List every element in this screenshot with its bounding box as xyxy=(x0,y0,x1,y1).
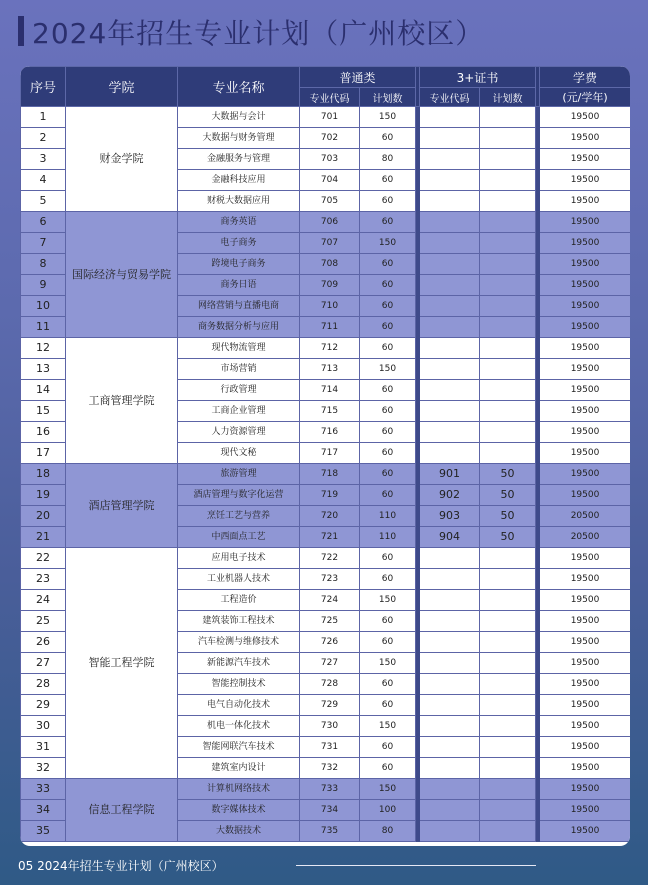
cert-plan xyxy=(480,548,536,569)
cert-plan: 50 xyxy=(480,527,536,548)
row-number: 15 xyxy=(21,401,66,422)
major-name: 行政管理 xyxy=(178,380,300,401)
major-name: 电气自动化技术 xyxy=(178,695,300,716)
cert-code xyxy=(420,737,480,758)
cert-plan xyxy=(480,821,536,842)
row-number: 12 xyxy=(21,338,66,359)
cert-plan xyxy=(480,275,536,296)
table-row xyxy=(21,107,631,128)
tuition-fee: 19500 xyxy=(540,296,630,317)
tuition-fee: 19500 xyxy=(540,674,630,695)
tuition-fee: 19500 xyxy=(540,107,630,128)
header-major: 专业名称 xyxy=(178,67,300,107)
row-number: 33 xyxy=(21,779,66,800)
cert-plan xyxy=(480,149,536,170)
cert-code xyxy=(420,548,480,569)
major-code: 716 xyxy=(300,422,360,443)
major-code: 731 xyxy=(300,737,360,758)
plan-count: 110 xyxy=(360,506,416,527)
cert-plan xyxy=(480,359,536,380)
header-code: 专业代码 xyxy=(300,88,360,107)
plan-count: 150 xyxy=(360,716,416,737)
enrollment-table xyxy=(20,66,630,842)
enrollment-table-container xyxy=(20,66,630,846)
plan-count: 80 xyxy=(360,821,416,842)
major-code: 714 xyxy=(300,380,360,401)
cert-plan xyxy=(480,758,536,779)
major-code: 702 xyxy=(300,128,360,149)
major-code: 701 xyxy=(300,107,360,128)
row-number: 32 xyxy=(21,758,66,779)
header-seq: 序号 xyxy=(21,67,66,107)
plan-count: 60 xyxy=(360,674,416,695)
cert-code xyxy=(420,821,480,842)
tuition-fee: 19500 xyxy=(540,716,630,737)
plan-count: 60 xyxy=(360,485,416,506)
plan-count: 60 xyxy=(360,737,416,758)
major-name: 工商企业管理 xyxy=(178,401,300,422)
major-name: 跨境电子商务 xyxy=(178,254,300,275)
plan-count: 150 xyxy=(360,107,416,128)
cert-plan xyxy=(480,380,536,401)
row-number: 5 xyxy=(21,191,66,212)
tuition-fee: 19500 xyxy=(540,359,630,380)
major-code: 721 xyxy=(300,527,360,548)
row-number: 35 xyxy=(21,821,66,842)
row-number: 10 xyxy=(21,296,66,317)
cert-plan xyxy=(480,170,536,191)
plan-count: 60 xyxy=(360,254,416,275)
tuition-fee: 19500 xyxy=(540,800,630,821)
cert-code xyxy=(420,107,480,128)
page-title: 2024年招生专业计划（广州校区） xyxy=(32,17,485,50)
cert-plan xyxy=(480,674,536,695)
major-name: 大数据技术 xyxy=(178,821,300,842)
row-number: 4 xyxy=(21,170,66,191)
college-name: 智能工程学院 xyxy=(66,548,178,779)
major-name: 工程造价 xyxy=(178,590,300,611)
tuition-fee: 19500 xyxy=(540,779,630,800)
plan-count: 110 xyxy=(360,527,416,548)
major-name: 数字媒体技术 xyxy=(178,800,300,821)
cert-code xyxy=(420,191,480,212)
major-name: 计算机网络技术 xyxy=(178,779,300,800)
major-name: 现代文秘 xyxy=(178,443,300,464)
row-number: 23 xyxy=(21,569,66,590)
plan-count: 150 xyxy=(360,590,416,611)
row-number: 17 xyxy=(21,443,66,464)
cert-plan xyxy=(480,800,536,821)
plan-count: 60 xyxy=(360,296,416,317)
plan-count: 60 xyxy=(360,611,416,632)
cert-plan xyxy=(480,317,536,338)
college-name: 国际经济与贸易学院 xyxy=(66,212,178,338)
plan-count: 60 xyxy=(360,191,416,212)
major-name: 金融科技应用 xyxy=(178,170,300,191)
cert-code xyxy=(420,233,480,254)
plan-count: 60 xyxy=(360,548,416,569)
table-row xyxy=(21,464,631,485)
cert-code xyxy=(420,275,480,296)
row-number: 31 xyxy=(21,737,66,758)
row-number: 7 xyxy=(21,233,66,254)
tuition-fee: 19500 xyxy=(540,569,630,590)
major-name: 工业机器人技术 xyxy=(178,569,300,590)
major-code: 725 xyxy=(300,611,360,632)
major-name: 商务数据分析与应用 xyxy=(178,317,300,338)
major-code: 712 xyxy=(300,338,360,359)
header-general: 普通类 xyxy=(300,67,416,88)
plan-count: 150 xyxy=(360,779,416,800)
plan-count: 60 xyxy=(360,170,416,191)
cert-code xyxy=(420,359,480,380)
major-code: 726 xyxy=(300,632,360,653)
plan-count: 60 xyxy=(360,569,416,590)
cert-code xyxy=(420,632,480,653)
row-number: 29 xyxy=(21,695,66,716)
cert-plan xyxy=(480,632,536,653)
table-row xyxy=(21,548,631,569)
major-code: 723 xyxy=(300,569,360,590)
major-name: 旅游管理 xyxy=(178,464,300,485)
tuition-fee: 19500 xyxy=(540,821,630,842)
plan-count: 60 xyxy=(360,275,416,296)
plan-count: 60 xyxy=(360,464,416,485)
plan-count: 60 xyxy=(360,422,416,443)
cert-code xyxy=(420,611,480,632)
tuition-fee: 19500 xyxy=(540,170,630,191)
major-code: 715 xyxy=(300,401,360,422)
cert-plan: 50 xyxy=(480,506,536,527)
row-number: 3 xyxy=(21,149,66,170)
cert-plan xyxy=(480,212,536,233)
tuition-fee: 19500 xyxy=(540,191,630,212)
cert-code xyxy=(420,569,480,590)
cert-code xyxy=(420,800,480,821)
row-number: 30 xyxy=(21,716,66,737)
cert-code: 901 xyxy=(420,464,480,485)
college-name: 财金学院 xyxy=(66,107,178,212)
row-number: 16 xyxy=(21,422,66,443)
tuition-fee: 19500 xyxy=(540,548,630,569)
cert-code xyxy=(420,758,480,779)
row-number: 14 xyxy=(21,380,66,401)
tuition-fee: 19500 xyxy=(540,275,630,296)
row-number: 22 xyxy=(21,548,66,569)
major-code: 730 xyxy=(300,716,360,737)
tuition-fee: 19500 xyxy=(540,758,630,779)
cert-code xyxy=(420,296,480,317)
major-code: 728 xyxy=(300,674,360,695)
row-number: 18 xyxy=(21,464,66,485)
plan-count: 60 xyxy=(360,695,416,716)
major-code: 707 xyxy=(300,233,360,254)
tuition-fee: 19500 xyxy=(540,149,630,170)
row-number: 13 xyxy=(21,359,66,380)
row-number: 28 xyxy=(21,674,66,695)
header-plan: 计划数 xyxy=(360,88,416,107)
cert-plan: 50 xyxy=(480,485,536,506)
cert-plan xyxy=(480,296,536,317)
major-code: 720 xyxy=(300,506,360,527)
row-number: 9 xyxy=(21,275,66,296)
table-row xyxy=(21,338,631,359)
cert-code xyxy=(420,443,480,464)
plan-count: 150 xyxy=(360,359,416,380)
cert-code: 903 xyxy=(420,506,480,527)
major-code: 708 xyxy=(300,254,360,275)
plan-count: 60 xyxy=(360,443,416,464)
header-cert-plan: 计划数 xyxy=(480,88,536,107)
tuition-fee: 19500 xyxy=(540,212,630,233)
cert-code xyxy=(420,128,480,149)
row-number: 1 xyxy=(21,107,66,128)
row-number: 25 xyxy=(21,611,66,632)
row-number: 34 xyxy=(21,800,66,821)
major-code: 718 xyxy=(300,464,360,485)
row-number: 2 xyxy=(21,128,66,149)
college-name: 酒店管理学院 xyxy=(66,464,178,548)
cert-plan xyxy=(480,569,536,590)
major-code: 724 xyxy=(300,590,360,611)
major-name: 烹饪工艺与营养 xyxy=(178,506,300,527)
tuition-fee: 19500 xyxy=(540,443,630,464)
cert-code: 902 xyxy=(420,485,480,506)
major-code: 705 xyxy=(300,191,360,212)
cert-code xyxy=(420,401,480,422)
tuition-fee: 19500 xyxy=(540,632,630,653)
major-name: 金融服务与管理 xyxy=(178,149,300,170)
cert-code xyxy=(420,254,480,275)
row-number: 20 xyxy=(21,506,66,527)
major-name: 商务英语 xyxy=(178,212,300,233)
row-number: 6 xyxy=(21,212,66,233)
major-code: 711 xyxy=(300,317,360,338)
cert-code xyxy=(420,590,480,611)
cert-code xyxy=(420,422,480,443)
row-number: 24 xyxy=(21,590,66,611)
major-code: 727 xyxy=(300,653,360,674)
major-name: 应用电子技术 xyxy=(178,548,300,569)
row-number: 8 xyxy=(21,254,66,275)
plan-count: 60 xyxy=(360,212,416,233)
cert-code xyxy=(420,695,480,716)
cert-plan xyxy=(480,233,536,254)
header-fee: 学费 xyxy=(540,67,630,88)
header-cert-code: 专业代码 xyxy=(420,88,480,107)
table-body xyxy=(21,107,631,842)
cert-plan xyxy=(480,338,536,359)
plan-count: 60 xyxy=(360,317,416,338)
tuition-fee: 19500 xyxy=(540,401,630,422)
tuition-fee: 19500 xyxy=(540,590,630,611)
tuition-fee: 19500 xyxy=(540,695,630,716)
major-code: 719 xyxy=(300,485,360,506)
cert-code xyxy=(420,653,480,674)
major-code: 735 xyxy=(300,821,360,842)
cert-code xyxy=(420,380,480,401)
cert-plan xyxy=(480,422,536,443)
major-name: 建筑室内设计 xyxy=(178,758,300,779)
header-college: 学院 xyxy=(66,67,178,107)
cert-code xyxy=(420,317,480,338)
tuition-fee: 19500 xyxy=(540,128,630,149)
major-name: 智能网联汽车技术 xyxy=(178,737,300,758)
row-number: 11 xyxy=(21,317,66,338)
header-cert: 3+证书 xyxy=(420,67,536,88)
cert-plan xyxy=(480,191,536,212)
cert-plan xyxy=(480,779,536,800)
cert-code xyxy=(420,212,480,233)
tuition-fee: 20500 xyxy=(540,506,630,527)
header-fee-unit: (元/学年) xyxy=(540,88,630,107)
plan-count: 60 xyxy=(360,401,416,422)
table-row xyxy=(21,212,631,233)
major-name: 网络营销与直播电商 xyxy=(178,296,300,317)
major-name: 现代物流管理 xyxy=(178,338,300,359)
plan-count: 60 xyxy=(360,338,416,359)
major-name: 建筑装饰工程技术 xyxy=(178,611,300,632)
cert-code xyxy=(420,338,480,359)
plan-count: 150 xyxy=(360,233,416,254)
cert-code xyxy=(420,716,480,737)
major-code: 717 xyxy=(300,443,360,464)
cert-code xyxy=(420,779,480,800)
row-number: 27 xyxy=(21,653,66,674)
major-name: 商务日语 xyxy=(178,275,300,296)
tuition-fee: 19500 xyxy=(540,380,630,401)
major-code: 703 xyxy=(300,149,360,170)
major-name: 中西面点工艺 xyxy=(178,527,300,548)
major-name: 人力资源管理 xyxy=(178,422,300,443)
cert-code xyxy=(420,674,480,695)
college-name: 信息工程学院 xyxy=(66,779,178,842)
cert-plan xyxy=(480,128,536,149)
tuition-fee: 19500 xyxy=(540,653,630,674)
major-name: 电子商务 xyxy=(178,233,300,254)
tuition-fee: 19500 xyxy=(540,317,630,338)
plan-count: 100 xyxy=(360,800,416,821)
major-code: 734 xyxy=(300,800,360,821)
cert-plan xyxy=(480,590,536,611)
college-name: 工商管理学院 xyxy=(66,338,178,464)
cert-plan xyxy=(480,716,536,737)
cert-plan xyxy=(480,737,536,758)
tuition-fee: 19500 xyxy=(540,464,630,485)
tuition-fee: 20500 xyxy=(540,527,630,548)
cert-plan xyxy=(480,695,536,716)
major-name: 财税大数据应用 xyxy=(178,191,300,212)
tuition-fee: 19500 xyxy=(540,254,630,275)
page-footer: 05 2024年招生专业计划（广州校区） xyxy=(18,859,224,873)
cert-plan xyxy=(480,653,536,674)
major-code: 710 xyxy=(300,296,360,317)
plan-count: 60 xyxy=(360,380,416,401)
cert-code: 904 xyxy=(420,527,480,548)
cert-plan xyxy=(480,401,536,422)
cert-code xyxy=(420,170,480,191)
tuition-fee: 19500 xyxy=(540,233,630,254)
cert-code xyxy=(420,149,480,170)
plan-count: 80 xyxy=(360,149,416,170)
tuition-fee: 19500 xyxy=(540,422,630,443)
major-code: 733 xyxy=(300,779,360,800)
tuition-fee: 19500 xyxy=(540,611,630,632)
major-name: 大数据与财务管理 xyxy=(178,128,300,149)
major-code: 722 xyxy=(300,548,360,569)
plan-count: 60 xyxy=(360,758,416,779)
plan-count: 60 xyxy=(360,128,416,149)
major-code: 713 xyxy=(300,359,360,380)
major-code: 729 xyxy=(300,695,360,716)
major-name: 大数据与会计 xyxy=(178,107,300,128)
tuition-fee: 19500 xyxy=(540,338,630,359)
plan-count: 150 xyxy=(360,653,416,674)
major-name: 智能控制技术 xyxy=(178,674,300,695)
major-code: 732 xyxy=(300,758,360,779)
major-code: 704 xyxy=(300,170,360,191)
major-name: 酒店管理与数字化运营 xyxy=(178,485,300,506)
cert-plan: 50 xyxy=(480,464,536,485)
cert-plan xyxy=(480,254,536,275)
row-number: 21 xyxy=(21,527,66,548)
cert-plan xyxy=(480,443,536,464)
cert-plan xyxy=(480,107,536,128)
plan-count: 60 xyxy=(360,632,416,653)
cert-plan xyxy=(480,611,536,632)
major-code: 709 xyxy=(300,275,360,296)
row-number: 26 xyxy=(21,632,66,653)
major-code: 706 xyxy=(300,212,360,233)
footer-divider xyxy=(296,865,536,866)
tuition-fee: 19500 xyxy=(540,485,630,506)
tuition-fee: 19500 xyxy=(540,737,630,758)
table-row xyxy=(21,779,631,800)
major-name: 市场营销 xyxy=(178,359,300,380)
major-name: 汽车检测与维修技术 xyxy=(178,632,300,653)
major-name: 新能源汽车技术 xyxy=(178,653,300,674)
title-accent-bar xyxy=(18,16,24,46)
row-number: 19 xyxy=(21,485,66,506)
major-name: 机电一体化技术 xyxy=(178,716,300,737)
